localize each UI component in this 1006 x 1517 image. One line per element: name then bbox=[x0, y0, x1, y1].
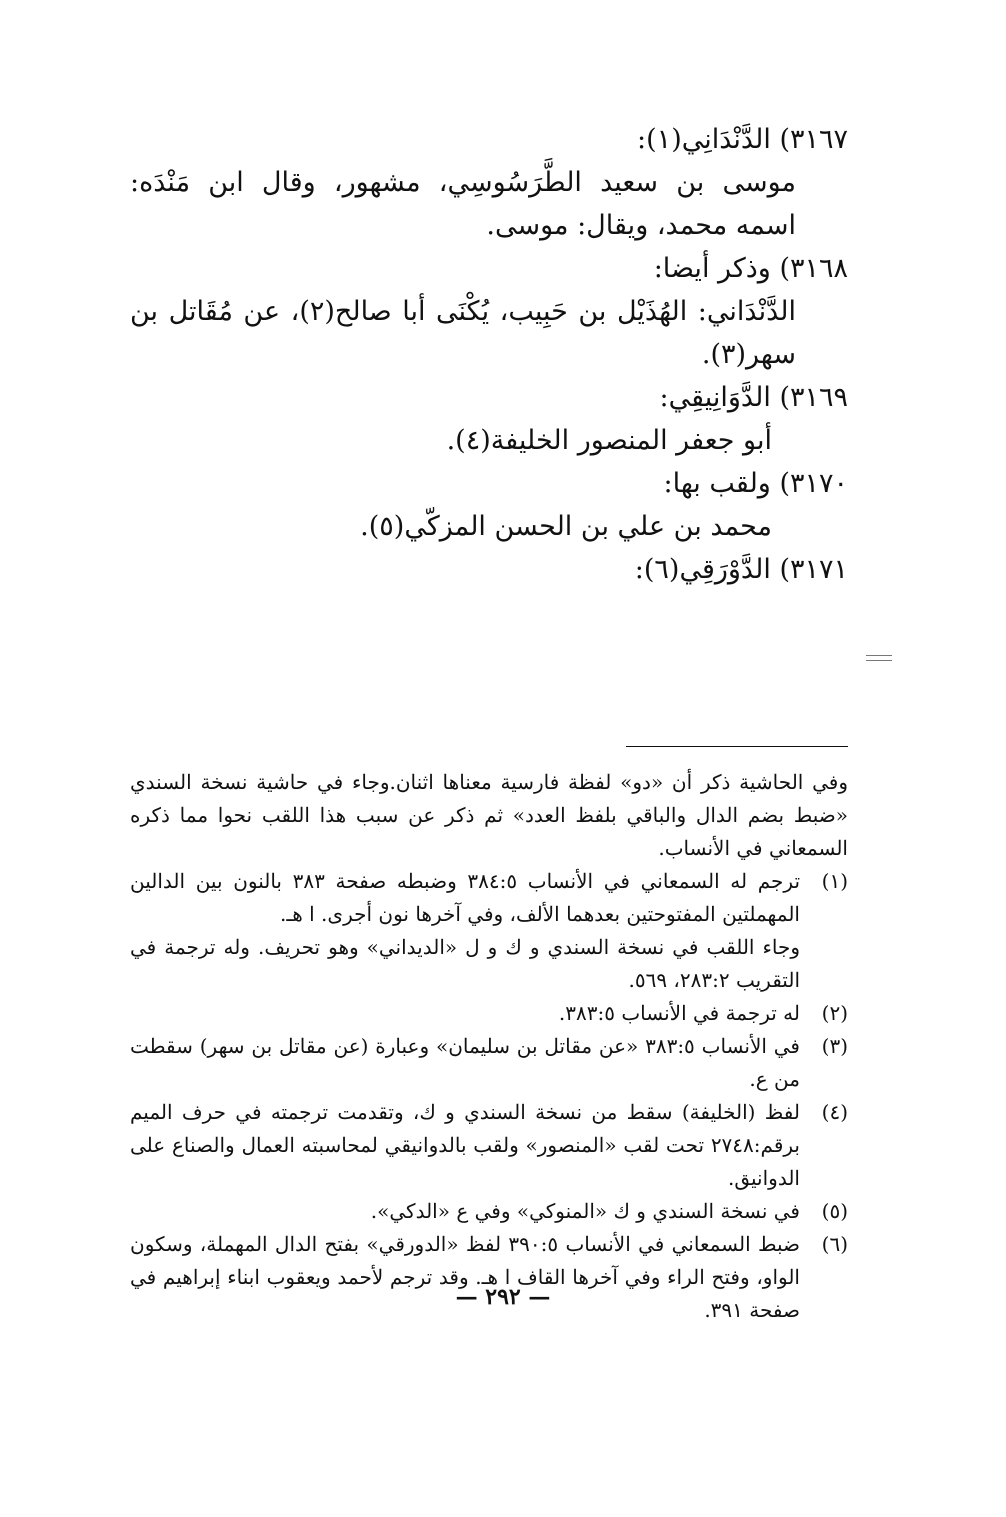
footnote-number: (٢) bbox=[821, 1001, 848, 1025]
footnote-text: لفظ (الخليفة) سقط من نسخة السندي و ك، وتقدمت ترجمته في حرف الميم برقم:٢٧٤٨ تحت لقب «المنصور» ولقب بالدوانيقي لمحاسبته العمال والصناع على الدوانيق. bbox=[130, 1100, 800, 1190]
footnote-number: (٤) bbox=[821, 1100, 848, 1124]
footnote-continuation: وفي الحاشية ذكر أن «دو» لفظة فارسية معناها اثنان.وجاء في حاشية نسخة السندي «ضبط بضم الدال والباقي بلفظ العدد» ثم ذكر عن سبب هذا اللقب نحوا مما ذكره السمعاني في الأنساب. bbox=[130, 770, 848, 860]
entry-body: أبو جعفر المنصور الخليفة(٤). bbox=[446, 425, 772, 456]
entry-3167 bbox=[130, 118, 848, 247]
page-number: — ٢٩٢ — bbox=[455, 1284, 551, 1310]
footnote-4 bbox=[130, 1096, 848, 1195]
footnote-2 bbox=[130, 997, 848, 1030]
footnote-text: له ترجمة في الأنساب ٣٨٣:٥. bbox=[558, 1001, 800, 1025]
entry-heading: الدَّوْرَقِي(٦): bbox=[634, 554, 771, 585]
entry-3168 bbox=[130, 247, 848, 376]
footnote-1 bbox=[130, 865, 848, 997]
entry-number: ٣١٦٨) bbox=[779, 253, 848, 284]
entry-number: ٣١٧١) bbox=[779, 554, 848, 585]
entry-body: الدَّنْدَاني: الهُذَيْل بن حَبِيب، يُكْنَى أبا صالح(٢)، عن مُقَاتل بن سهر(٣). bbox=[130, 296, 796, 370]
entry-number: ٣١٧٠) bbox=[779, 468, 848, 499]
footnote-number: (٣) bbox=[821, 1034, 848, 1058]
entry-body: موسى بن سعيد الطَّرَسُوسِي، مشهور، وقال ابن مَنْدَه: اسمه محمد، ويقال: موسى. bbox=[130, 167, 796, 241]
entry-heading: وذكر أيضا: bbox=[653, 253, 771, 284]
entry-number: ٣١٦٧) bbox=[779, 124, 848, 155]
entry-body: محمد بن علي بن الحسن المزكّي(٥). bbox=[360, 511, 772, 542]
footnote-6 bbox=[130, 1228, 848, 1327]
footnote-text: وجاء اللقب في نسخة السندي و ك و ل «الديداني» وهو تحريف. وله ترجمة في التقريب ٢٨٣:٢، ٥٦٩. bbox=[130, 935, 800, 992]
footnote-separator bbox=[626, 746, 848, 747]
entry-number: ٣١٦٩) bbox=[779, 382, 848, 413]
footnote-text: ضبط السمعاني في الأنساب ٣٩٠:٥ لفظ «الدورقي» بفتح الدال المهملة، وسكون الواو، وفتح الراء وفي آخرها القاف ا هـ. وقد ترجم لأحمد ويعقوب ابناء إبراهيم في صفحة ٣٩١. bbox=[130, 1232, 800, 1322]
entry-heading: ولقب بها: bbox=[663, 468, 771, 499]
entry-3170 bbox=[130, 462, 848, 548]
footnote-text: في نسخة السندي و ك «المنوكي» وفي ع «الدكي». bbox=[370, 1199, 800, 1223]
footnote-5 bbox=[130, 1195, 848, 1228]
main-text bbox=[130, 118, 848, 591]
footnote-3 bbox=[130, 1030, 848, 1096]
entry-heading: الدَّنْدَانِي(١): bbox=[637, 124, 771, 155]
footnote-number: (١) bbox=[821, 869, 848, 893]
footnote-text: في الأنساب ٣٨٣:٥ «عن مقاتل بن سليمان» وعبارة (عن مقاتل بن سهر) سقطت من ع. bbox=[130, 1034, 800, 1091]
entry-3171 bbox=[130, 548, 848, 591]
margin-mark bbox=[866, 660, 892, 661]
footnote-text: ترجم له السمعاني في الأنساب ٣٨٤:٥ وضبطه صفحة ٣٨٣ بالنون بين الدالين المهملتين المفتوحتين بعدهما الألف، وفي آخرها نون أجرى. ا هـ. bbox=[130, 869, 801, 926]
entry-heading: الدَّوَانِيقِي: bbox=[659, 382, 771, 413]
footnotes bbox=[130, 766, 848, 1327]
footnote-number: (٥) bbox=[821, 1199, 848, 1223]
footnote-number: (٦) bbox=[821, 1232, 848, 1256]
margin-mark bbox=[866, 655, 892, 656]
entry-3169 bbox=[130, 376, 848, 462]
